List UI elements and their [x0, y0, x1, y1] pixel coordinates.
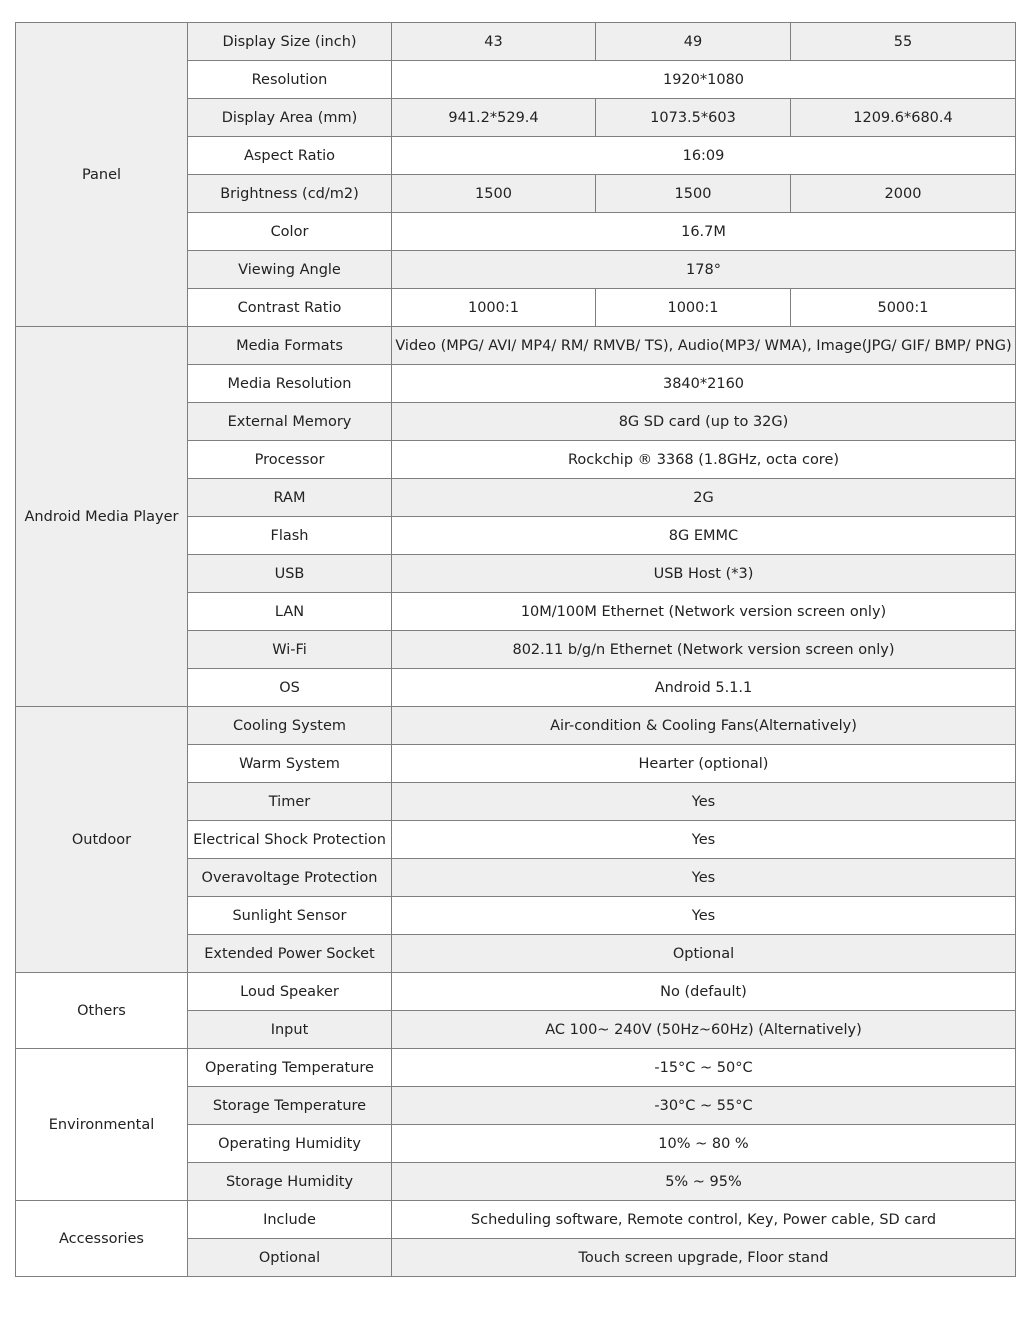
spec-value: 5000:1: [791, 289, 1016, 327]
spec-label: Viewing Angle: [188, 251, 392, 289]
spec-label: Include: [188, 1201, 392, 1239]
spec-label: Operating Temperature: [188, 1049, 392, 1087]
spec-value: Hearter (optional): [392, 745, 1016, 783]
spec-label: Processor: [188, 441, 392, 479]
spec-value: 16.7M: [392, 213, 1016, 251]
spec-value: Rockchip ® 3368 (1.8GHz, octa core): [392, 441, 1016, 479]
spec-label: Electrical Shock Protection: [188, 821, 392, 859]
spec-value: 1073.5*603: [596, 99, 791, 137]
spec-label: Timer: [188, 783, 392, 821]
spec-value: Video (MPG/ AVI/ MP4/ RM/ RMVB/ TS), Audio(MP3/ WMA), Image(JPG/ GIF/ BMP/ PNG): [392, 327, 1016, 365]
spec-value: Yes: [392, 897, 1016, 935]
spec-value: 1000:1: [392, 289, 596, 327]
spec-value: Touch screen upgrade, Floor stand: [392, 1239, 1016, 1277]
spec-label: Media Resolution: [188, 365, 392, 403]
spec-label: Color: [188, 213, 392, 251]
spec-table: [15, 22, 1016, 1277]
spec-label: Operating Humidity: [188, 1125, 392, 1163]
spec-value: 8G EMMC: [392, 517, 1016, 555]
spec-value: 941.2*529.4: [392, 99, 596, 137]
spec-label: Optional: [188, 1239, 392, 1277]
spec-value: 3840*2160: [392, 365, 1016, 403]
spec-value: Air-condition & Cooling Fans(Alternatively): [392, 707, 1016, 745]
spec-value: 1000:1: [596, 289, 791, 327]
spec-value: Scheduling software, Remote control, Key, Power cable, SD card: [392, 1201, 1016, 1239]
spec-label: LAN: [188, 593, 392, 631]
spec-label: Sunlight Sensor: [188, 897, 392, 935]
spec-label: Storage Humidity: [188, 1163, 392, 1201]
spec-label: Input: [188, 1011, 392, 1049]
spec-label: Storage Temperature: [188, 1087, 392, 1125]
table-row: [16, 327, 1016, 365]
group-header: Others: [16, 973, 188, 1049]
group-header: Environmental: [16, 1049, 188, 1201]
spec-label: USB: [188, 555, 392, 593]
table-row: [16, 973, 1016, 1011]
table-row: [16, 1201, 1016, 1239]
spec-value: 5% ~ 95%: [392, 1163, 1016, 1201]
spec-value: Optional: [392, 935, 1016, 973]
spec-value: 55: [791, 23, 1016, 61]
spec-label: External Memory: [188, 403, 392, 441]
spec-value: 10M/100M Ethernet (Network version screen only): [392, 593, 1016, 631]
spec-value: 8G SD card (up to 32G): [392, 403, 1016, 441]
table-row: [16, 23, 1016, 61]
spec-value: 43: [392, 23, 596, 61]
spec-label: RAM: [188, 479, 392, 517]
spec-value: 1920*1080: [392, 61, 1016, 99]
spec-value: -30°C ~ 55°C: [392, 1087, 1016, 1125]
spec-label: Media Formats: [188, 327, 392, 365]
spec-label: Overavoltage Protection: [188, 859, 392, 897]
spec-label: Flash: [188, 517, 392, 555]
spec-value: 49: [596, 23, 791, 61]
spec-label: Display Size (inch): [188, 23, 392, 61]
spec-value: 1209.6*680.4: [791, 99, 1016, 137]
spec-value: AC 100~ 240V (50Hz~60Hz) (Alternatively): [392, 1011, 1016, 1049]
spec-value: Yes: [392, 859, 1016, 897]
spec-value: Yes: [392, 821, 1016, 859]
spec-value: Yes: [392, 783, 1016, 821]
spec-value: 2G: [392, 479, 1016, 517]
spec-label: Wi-Fi: [188, 631, 392, 669]
spec-value: 10% ~ 80 %: [392, 1125, 1016, 1163]
spec-label: Loud Speaker: [188, 973, 392, 1011]
spec-value: Android 5.1.1: [392, 669, 1016, 707]
table-row: [16, 1049, 1016, 1087]
spec-label: OS: [188, 669, 392, 707]
spec-label: Warm System: [188, 745, 392, 783]
spec-value: No (default): [392, 973, 1016, 1011]
group-header: Android Media Player: [16, 327, 188, 707]
spec-label: Resolution: [188, 61, 392, 99]
spec-table-body: [16, 23, 1016, 1277]
spec-label: Cooling System: [188, 707, 392, 745]
group-header: Outdoor: [16, 707, 188, 973]
spec-value: 178°: [392, 251, 1016, 289]
spec-label: Contrast Ratio: [188, 289, 392, 327]
spec-label: Display Area (mm): [188, 99, 392, 137]
spec-label: Extended Power Socket: [188, 935, 392, 973]
spec-label: Brightness (cd/m2): [188, 175, 392, 213]
spec-label: Aspect Ratio: [188, 137, 392, 175]
group-header: Accessories: [16, 1201, 188, 1277]
spec-value: 802.11 b/g/n Ethernet (Network version screen only): [392, 631, 1016, 669]
table-row: [16, 707, 1016, 745]
spec-value: 2000: [791, 175, 1016, 213]
spec-value: 16:09: [392, 137, 1016, 175]
spec-value: USB Host (*3): [392, 555, 1016, 593]
group-header: Panel: [16, 23, 188, 327]
spec-value: 1500: [392, 175, 596, 213]
spec-value: -15°C ~ 50°C: [392, 1049, 1016, 1087]
spec-value: 1500: [596, 175, 791, 213]
